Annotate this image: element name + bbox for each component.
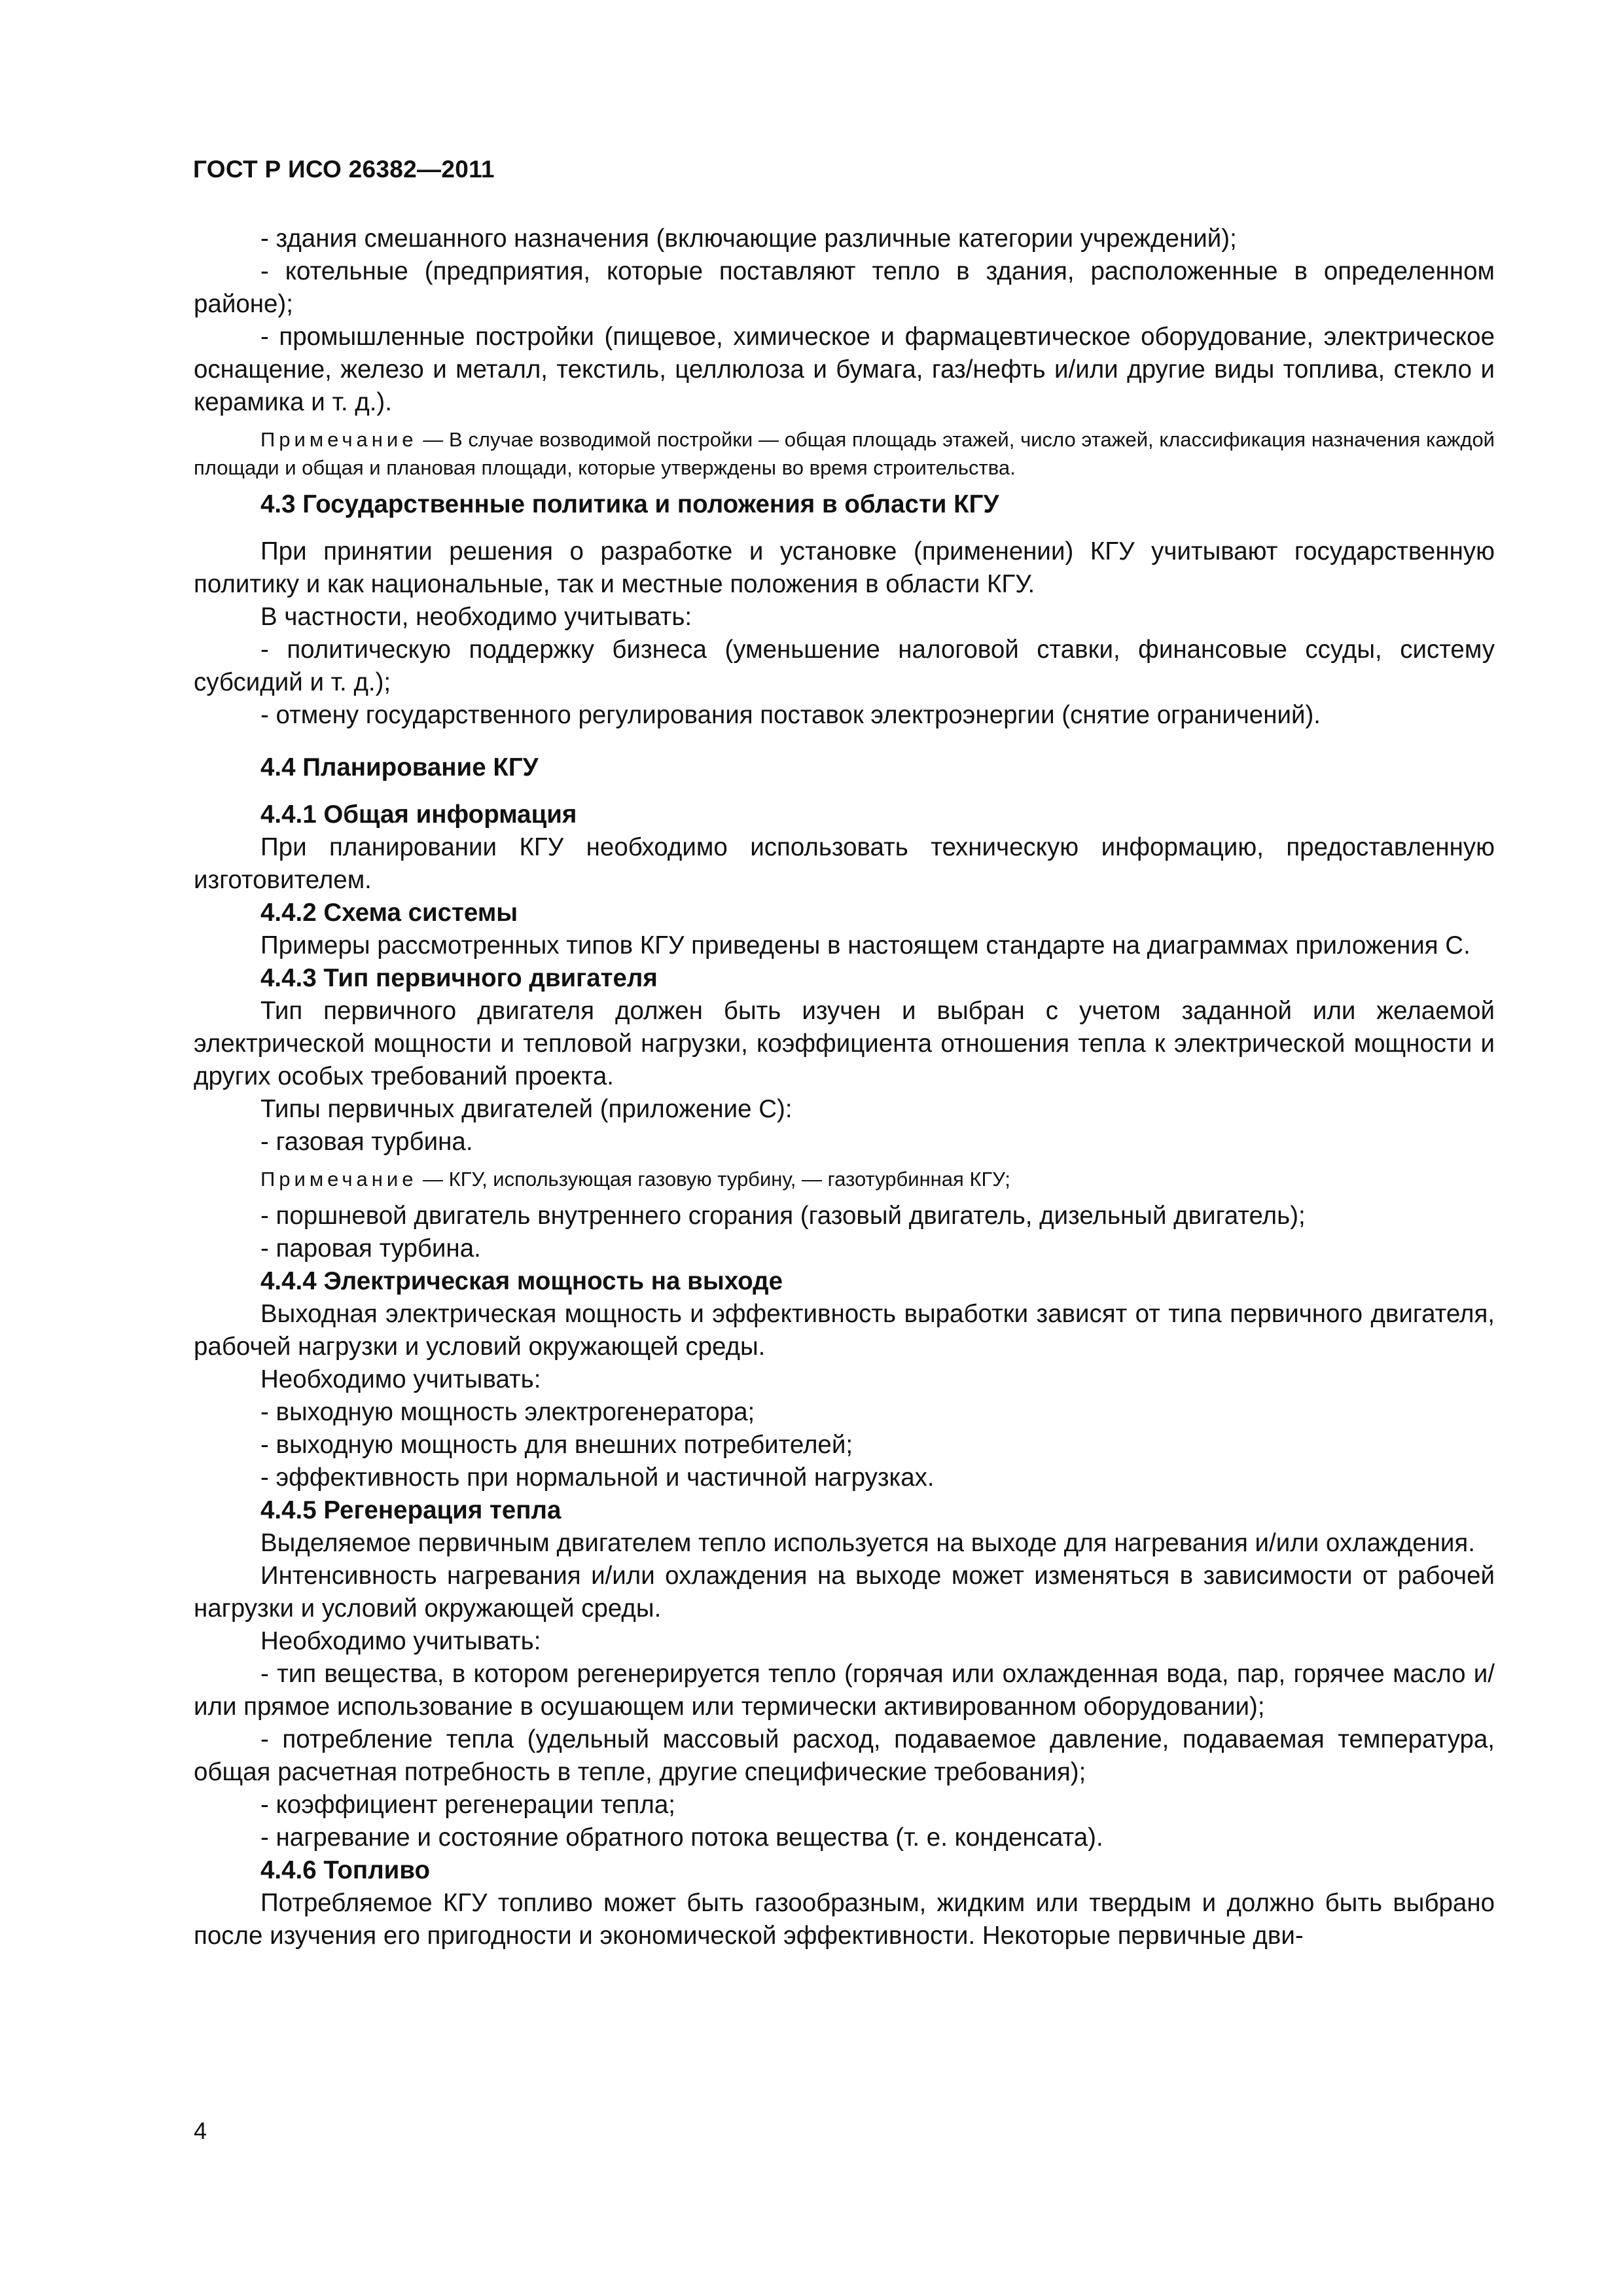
list-item-piston-engine: - поршневой двигатель внутреннего сгорания (газовый двигатель, дизельный двигатель); [260,1202,1306,1230]
section-heading-4-3: 4.3 Государственные политика и положения в области КГУ [260,490,999,518]
subsection-heading-4-4-5: 4.4.5 Регенерация тепла [260,1496,562,1524]
paragraph-electrical-output: Выходная электрическая мощность и эффективность выработки зависят от типа первичного двигателя, рабочей нагрузки и условий окружающей среды. [194,1300,1495,1361]
paragraph-policy: При принятии решения о разработке и установке (применении) КГУ учитывают государственную политику и как национальные, так и местные положения в области КГУ. [194,537,1495,598]
note-label: Примечание [260,428,418,451]
subsection-heading-4-4-6: 4.4.6 Топливо [260,1856,430,1884]
page-number: 4 [194,2117,207,2144]
list-item-heat-recovery-ratio: - коэффициент регенерации тепла; [260,1791,675,1819]
paragraph-system-scheme: Примеры рассмотренных типов КГУ приведены в настоящем стандарте на диаграммах приложения С. [260,931,1471,960]
list-item-generator-output: - выходную мощность электрогенератора; [260,1398,755,1426]
list-item-heat-consumption: - потребление тепла (удельный массовый расход, подаваемое давление, подаваемая температура, общая расчетная потребность в тепле, другие специфические требования); [194,1725,1495,1786]
paragraph-heat-output: Выделяемое первичным двигателем тепло используется на выходе для нагревания и/или охлаждения. [260,1529,1475,1557]
list-item-deregulation: - отмену государственного регулирования поставок электроэнергии (снятие ограничений). [260,701,1321,729]
list-item-business-support: - политическую поддержку бизнеса (уменьшение налоговой ставки, финансовые ссуды, систему субсидий и т. д.); [194,636,1495,696]
section-heading-4-4: 4.4 Планирование КГУ [260,753,539,781]
list-item-external-output: - выходную мощность для внешних потребителей; [260,1431,853,1459]
list-item-steam-turbine: - паровая турбина. [260,1234,481,1263]
document-body [194,223,1495,1952]
paragraph-consider: В частности, необходимо учитывать: [260,603,692,631]
list-item-industrial-buildings: - промышленные постройки (пищевое, химическое и фармацевтическое оборудование, электрическое оснащение, железо и металл, текстиль, целлюлоза и бумага, газ/нефть и/или другие виды топлива, стекло и керамика и т. д.). [194,323,1495,416]
note-text: — В случае возводимой постройки — общая площадь этажей, число этажей, классификация назначения каждой площади и общая и плановая площади, которые утверждены во время строительства. [194,428,1495,479]
list-item-gas-turbine: - газовая турбина. [260,1128,473,1156]
list-item-load-efficiency: - эффективность при нормальной и частичной нагрузках. [260,1463,935,1492]
list-item-return-flow: - нагревание и состояние обратного потока вещества (т. е. конденсата). [260,1823,1103,1852]
paragraph-heat-intensity: Интенсивность нагревания и/или охлаждения на выходе может изменяться в зависимости от рабочей нагрузки и условий окружающей среды. [194,1562,1495,1623]
paragraph-consider: Необходимо учитывать: [260,1365,541,1393]
paragraph-prime-mover: Тип первичного двигателя должен быть изучен и выбран с учетом заданной или желаемой электрической мощности и тепловой нагрузки, коэффициента отношения тепла к электрической мощности и других особых требований проекта. [194,997,1495,1090]
list-item-mixed-buildings: - здания смешанного назначения (включающие различные категории учреждений); [260,224,1237,253]
paragraph-consider: Необходимо учитывать: [260,1627,541,1655]
subsection-heading-4-4-4: 4.4.4 Электрическая мощность на выходе [260,1267,783,1295]
paragraph-general-info: При планировании КГУ необходимо использовать техническую информацию, предоставленную изготовителем. [194,833,1495,894]
paragraph-prime-mover-types: Типы первичных двигателей (приложение С): [260,1095,793,1123]
paragraph-fuel: Потребляемое КГУ топливо может быть газообразным, жидким или твердым и должно быть выбрано после изучения его пригодности и экономической эффективности. Некоторые первичные дви- [194,1889,1495,1950]
list-item-boiler-houses: - котельные (предприятия, которые поставляют тепло в здания, расположенные в определенном районе); [194,257,1495,318]
note-building-area [194,425,1495,482]
note-label: Примечание [260,1168,418,1191]
list-item-heat-medium: - тип вещества, в котором регенерируется тепло (горячая или охлажденная вода, пар, горячее масло и/или прямое использование в осушающем или термически активированном оборудовании); [194,1660,1495,1721]
subsection-heading-4-4-2: 4.4.2 Схема системы [260,899,518,927]
subsection-heading-4-4-1: 4.4.1 Общая информация [260,800,577,829]
standard-designation: ГОСТ Р ИСО 26382—2011 [193,156,495,183]
note-text: — КГУ, использующая газовую турбину, — газотурбинная КГУ; [417,1168,1010,1191]
subsection-heading-4-4-3: 4.4.3 Тип первичного двигателя [260,964,658,992]
note-gas-turbine [194,1165,1495,1193]
